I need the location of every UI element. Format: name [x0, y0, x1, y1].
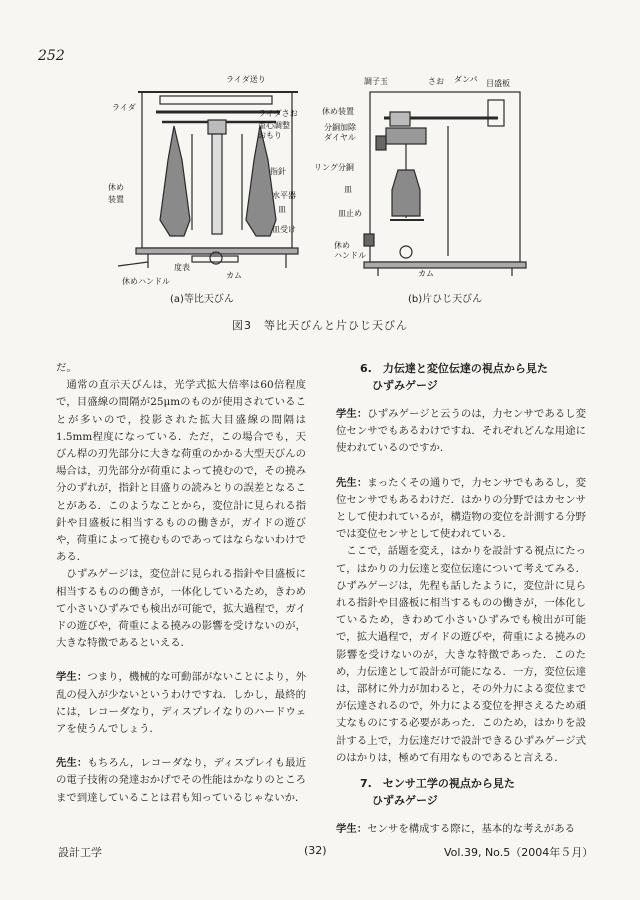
speaker-label: 先生：: [336, 476, 368, 489]
label-damper: ダンパ: [454, 75, 478, 84]
section-heading-7: [360, 775, 586, 809]
label-cam-a: カム: [226, 271, 242, 280]
label-weight-dial-1: 分銅加除: [324, 123, 356, 132]
label-level: 水平器: [272, 191, 296, 200]
section-heading-6: [360, 360, 586, 394]
right-column: [336, 360, 586, 838]
dialogue-text: センサを構成する際に，基本的な考えがある: [367, 823, 575, 836]
label-cam-b: カム: [418, 269, 434, 278]
label-rider: ライダ: [112, 103, 136, 112]
label-pole: さお: [428, 77, 444, 86]
speaker-label: 学生：: [56, 671, 88, 684]
left-column: [56, 360, 306, 807]
dialogue-text: もちろん，レコーダなり，ディスプレイも最近の電子技術の発達おかげでその性能はかなりのところまで到達していることは君も知っているじゃないか．: [56, 757, 306, 804]
label-rider-pole: ライダさお: [258, 109, 298, 118]
label-adjust-ball: 調子玉: [364, 77, 388, 86]
label-center-weight-1: 重心調整: [258, 121, 290, 130]
label-pointer: 指針: [270, 167, 286, 176]
label-rest-handle-b-1: 休め: [334, 241, 350, 250]
label-rest-device: 休め装置: [322, 107, 354, 116]
dialogue-student: [336, 406, 586, 458]
paragraph: だ。: [56, 362, 77, 374]
dialogue-text: ひずみゲージと云うのは，力センサであるし変位センサでもあるわけですね．それぞれどんな用途に使われているのですか．: [336, 408, 586, 455]
label-pan-stop: 皿止め: [338, 209, 362, 218]
label-center-weight-2: おもり: [258, 131, 282, 140]
label-pan-b: 皿: [344, 185, 352, 194]
label-rest-2: 装置: [108, 195, 124, 204]
section-title-line: 7. センサ工学の視点から見た: [360, 777, 515, 791]
figure-3: [108, 70, 548, 306]
single-arm-balance-drawing: [364, 92, 526, 276]
dialogue-text: まったくその通りで，力センサでもあるし，変位センサでもあるわけだ．はかりの分野ではカセンサとして使われているが，構造物の変位を計測する分野では変位センサとして使われている．: [336, 476, 586, 541]
label-scale-plate: 目盛板: [486, 79, 510, 88]
speaker-label: 学生：: [336, 408, 368, 420]
paragraph: ひずみゲージは，変位計に見られる指針や目盛板に相当するものの働きが，一体化しているため，きわめて小さいひずみでも検出が可能で，拡大過程で，ガイドの遊びや，荷重による撓みの影響を受けないのが，大きな特徴であるといえる．: [56, 568, 306, 650]
figure-sublabel-a: (a)等比天びん: [170, 294, 234, 305]
label-rider-adjust: ライダ送り: [226, 75, 266, 84]
label-rest-1: 休め: [108, 183, 124, 192]
footer-page: (32): [304, 844, 327, 857]
label-dial-scale: 度表: [174, 263, 190, 272]
section-title-line: ひずみゲージ: [372, 379, 438, 392]
label-rest-handle: 休めハンドル: [122, 277, 170, 286]
dialogue-student: [336, 821, 586, 838]
dialogue-teacher: [56, 755, 306, 807]
paragraph: ここで，話題を変え，はかりを設計する視点にたって，はかりの力伝達と変位伝達について考えてみる．ひずみゲージは，先程も話したように，変位計に見られる指針や目盛板に相当するものの働きが，一体化しているため，きわめて小さいひずみでも検出が可能で，拡大過程で，ガイドの遊びや，荷重による撓みの影響を受けないのが，大きな特徴であった．このため，力伝達として設計が可能になる．一方，変位伝達は，部材に外力が加わると，その外力による変位までが伝達されるので，外力による変位を押さえるため頑丈なものにする必要があった．このため，はかりを設計する上で，力伝達だけで設計できるひずみゲージ式のはかりは，極めて有用なものであると言える．: [336, 545, 586, 764]
equal-arm-balance-drawing: [118, 92, 298, 268]
label-weight-dial-2: ダイヤル: [324, 133, 356, 142]
figure-3-drawing: [108, 70, 548, 306]
label-pan-holder: 皿受け: [272, 225, 296, 234]
label-pan: 皿: [278, 205, 286, 214]
figure-caption: 図3 等比天びんと片ひじ天びん: [232, 319, 408, 332]
paragraph: 通常の直示天びんは，光学式拡大倍率は60倍程度で，目盛線の間隔が25μmのものが使用されていることが多いので，投影された拡大目盛線の間隔は1.5mm程度になっている．ただ，この場合でも，天びん桿の刃先部分に大きな荷重のかかる大型天びんの場合は，刃先部分が荷重によって撓むので，その撓み分のずれが，指針と目盛りの読みとりの誤差となることがある．このようなことから，変位計に見られる指針や目盛板に相当するものの働きが，ガイドの遊びや，荷重によって撓むものであってはならないわけである．: [56, 379, 306, 564]
speaker-label: 学生：: [336, 823, 368, 836]
section-title-line: 6. 力伝達と変位伝達の視点から見た: [360, 362, 548, 375]
dialogue-text: つまり，機械的な可動部がないことにより，外乱の侵入が少ないというわけですね．しかし，最終的には，レコーダなり，ディスプレイなりのハードウェアを使うんでしょう．: [56, 671, 307, 736]
label-ring-weight: リング分銅: [314, 163, 354, 172]
footer-journal: 設計工学: [58, 846, 102, 859]
footer-volume: Vol.39, No.5（2004年５月）: [444, 846, 594, 859]
dialogue-teacher: [336, 475, 586, 544]
speaker-label: 先生：: [56, 757, 88, 770]
section-title-line: ひずみゲージ: [372, 794, 438, 808]
label-rest-handle-b-2: ハンドル: [334, 251, 366, 260]
figure-sublabel-b: (b)片ひじ天びん: [408, 294, 483, 305]
dialogue-student: [56, 669, 306, 738]
page-number: 252: [38, 48, 65, 64]
